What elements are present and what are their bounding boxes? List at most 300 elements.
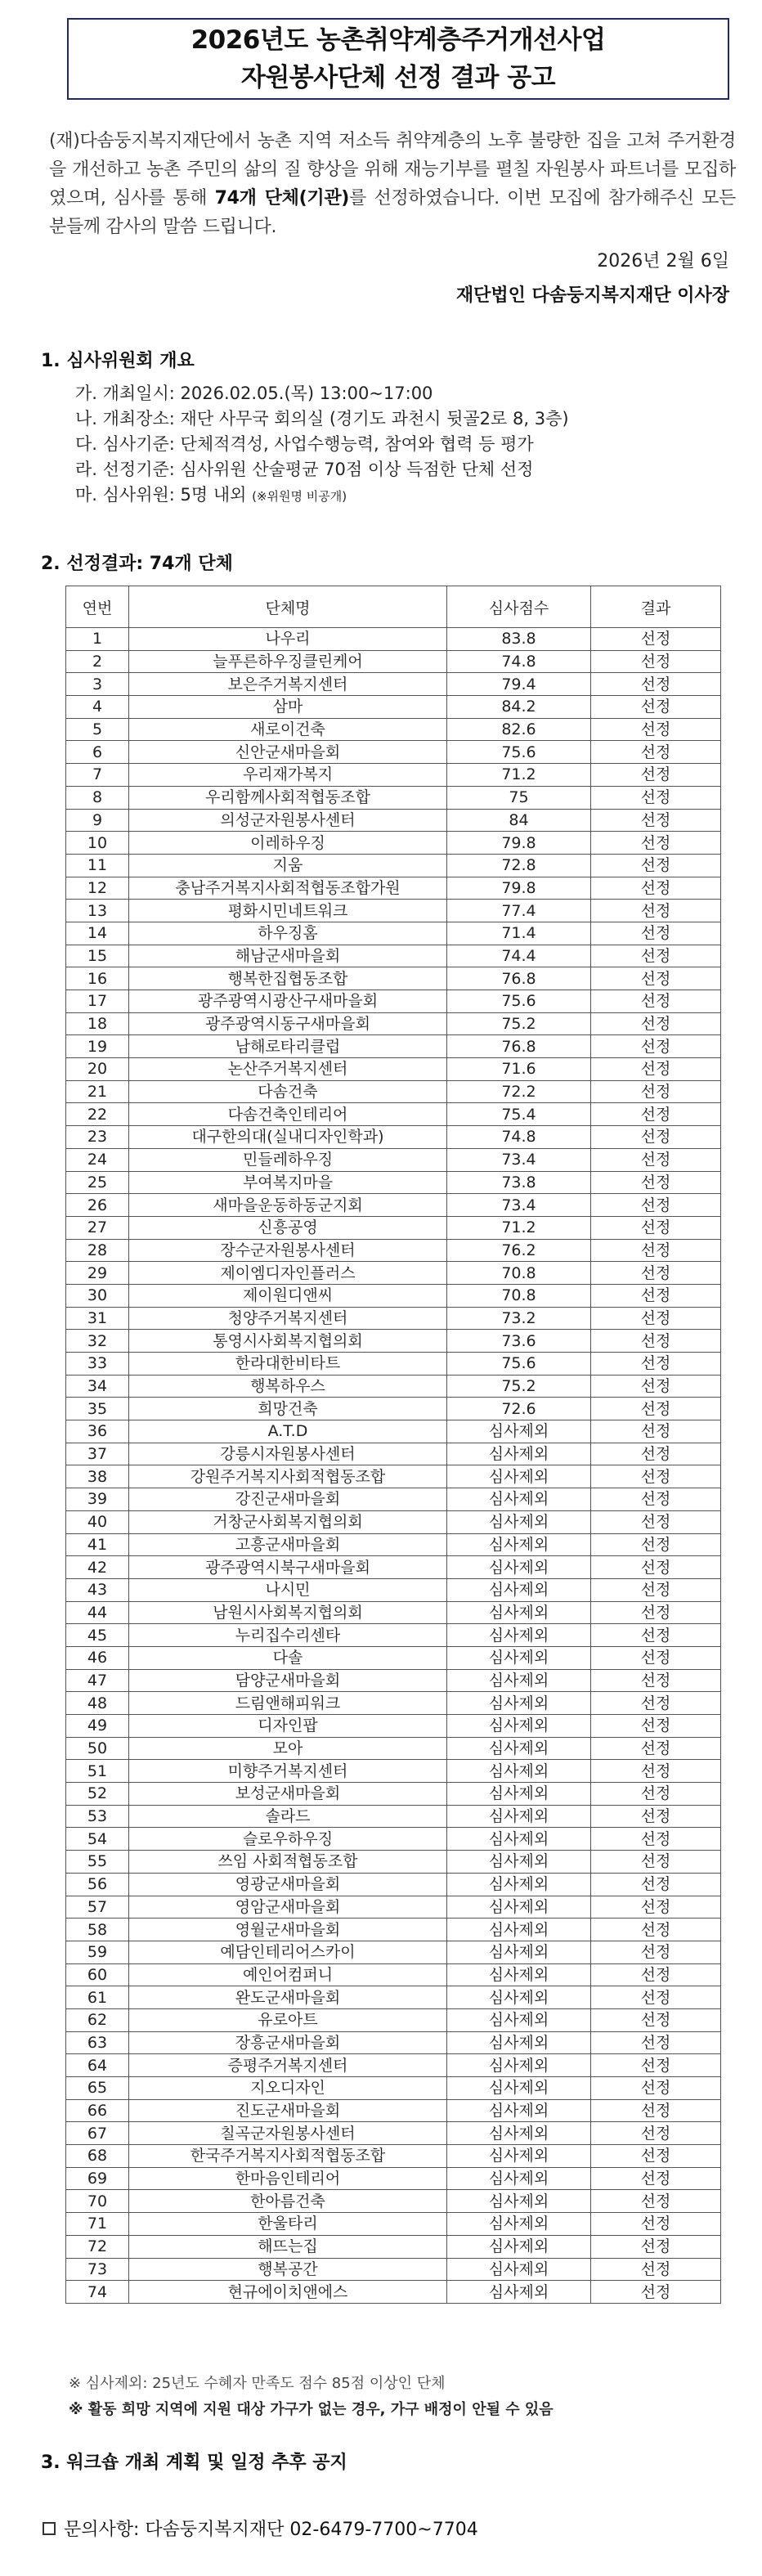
cell-result: 선정 (591, 1510, 721, 1533)
table-row (66, 1443, 721, 1465)
cell-number: 14 (66, 922, 129, 945)
cell-score: 76.2 (447, 1239, 591, 1262)
cell-number: 52 (66, 1783, 129, 1806)
cell-org-name: 행복하우스 (129, 1375, 447, 1398)
cell-org-name: 증평주거복지센터 (129, 2054, 447, 2077)
cell-org-name: 나시민 (129, 1578, 447, 1601)
cell-result: 선정 (591, 1851, 721, 1874)
cell-score: 75.6 (447, 741, 591, 764)
cell-number: 22 (66, 1103, 129, 1126)
cell-number: 45 (66, 1624, 129, 1647)
cell-org-name: 광주광역시북구새마을회 (129, 1556, 447, 1579)
cell-result: 선정 (591, 1375, 721, 1398)
table-row (66, 1012, 721, 1035)
cell-number: 16 (66, 967, 129, 990)
cell-score: 71.2 (447, 764, 591, 787)
table-row (66, 1715, 721, 1738)
table-row (66, 650, 721, 673)
cell-score: 75.6 (447, 1353, 591, 1376)
cell-number: 19 (66, 1035, 129, 1058)
cell-org-name: 광주광역시광산구새마을회 (129, 990, 447, 1013)
cell-number: 34 (66, 1375, 129, 1398)
cell-number: 30 (66, 1284, 129, 1307)
cell-org-name: 제이원디앤씨 (129, 1284, 447, 1307)
table-row (66, 764, 721, 787)
cell-score: 75.2 (447, 1375, 591, 1398)
cell-number: 61 (66, 1986, 129, 2009)
checkbox-square-icon (43, 2522, 56, 2535)
info-row (75, 406, 569, 432)
cell-score: 76.8 (447, 1035, 591, 1058)
cell-result: 선정 (591, 967, 721, 990)
cell-result: 선정 (591, 1216, 721, 1239)
cell-result: 선정 (591, 1126, 721, 1149)
cell-org-name: 삼마 (129, 696, 447, 719)
cell-score: 71.4 (447, 922, 591, 945)
cell-result: 선정 (591, 1783, 721, 1806)
cell-score: 심사제외 (447, 1578, 591, 1601)
cell-result: 선정 (591, 2122, 721, 2145)
table-row (66, 1783, 721, 1806)
table-row (66, 2281, 721, 2304)
cell-result: 선정 (591, 854, 721, 877)
cell-result: 선정 (591, 1148, 721, 1171)
table-row (66, 1986, 721, 2009)
table-row (66, 2145, 721, 2168)
cell-result: 선정 (591, 1760, 721, 1783)
cell-number: 18 (66, 1012, 129, 1035)
cell-org-name: 우리재가복지 (129, 764, 447, 787)
cell-result: 선정 (591, 2258, 721, 2281)
cell-number: 10 (66, 832, 129, 855)
contact-text: 문의사항: 다솜둥지복지재단 02-6479-7700~7704 (64, 2520, 478, 2540)
info-row (75, 457, 569, 482)
cell-org-name: 거창군사회복지협의회 (129, 1510, 447, 1533)
intro-paragraph (49, 127, 736, 241)
cell-number: 48 (66, 1692, 129, 1715)
cell-number: 51 (66, 1760, 129, 1783)
cell-score: 70.8 (447, 1262, 591, 1285)
cell-number: 27 (66, 1216, 129, 1239)
cell-score: 75.2 (447, 1012, 591, 1035)
cell-score: 심사제외 (447, 2235, 591, 2258)
cell-score: 심사제외 (447, 1556, 591, 1579)
cell-score: 70.8 (447, 1284, 591, 1307)
cell-result: 선정 (591, 1669, 721, 1692)
cell-number: 38 (66, 1465, 129, 1488)
table-row (66, 809, 721, 832)
cell-score: 심사제외 (447, 2281, 591, 2304)
cell-number: 46 (66, 1646, 129, 1669)
cell-number: 3 (66, 673, 129, 696)
cell-number: 55 (66, 1851, 129, 1874)
cell-number: 53 (66, 1805, 129, 1828)
table-row (66, 1578, 721, 1601)
cell-org-name: 의성군자원봉사센터 (129, 809, 447, 832)
cell-result: 선정 (591, 2031, 721, 2054)
cell-result: 선정 (591, 2281, 721, 2304)
cell-result: 선정 (591, 1420, 721, 1443)
cell-number: 62 (66, 2008, 129, 2031)
cell-number: 20 (66, 1058, 129, 1081)
cell-org-name: 한마음인테리어 (129, 2167, 447, 2190)
cell-org-name: 장흥군새마을회 (129, 2031, 447, 2054)
cell-score: 84 (447, 809, 591, 832)
cell-org-name: 나우리 (129, 628, 447, 651)
cell-number: 7 (66, 764, 129, 787)
table-row (66, 2008, 721, 2031)
cell-org-name: 쓰임 사회적협동조합 (129, 1851, 447, 1874)
table-row (66, 2190, 721, 2213)
cell-result: 선정 (591, 2054, 721, 2077)
table-row (66, 1828, 721, 1851)
table-row (66, 1556, 721, 1579)
cell-number: 49 (66, 1715, 129, 1738)
cell-score: 심사제외 (447, 2008, 591, 2031)
table-row (66, 1194, 721, 1217)
title-line-1: 2026년도 농촌취약계층주거개선사업 (190, 25, 606, 55)
cell-number: 54 (66, 1828, 129, 1851)
cell-number: 37 (66, 1443, 129, 1465)
table-row (66, 832, 721, 855)
cell-org-name: 신안군새마을회 (129, 741, 447, 764)
cell-org-name: 보성군새마을회 (129, 1783, 447, 1806)
table-row (66, 1420, 721, 1443)
table-row (66, 2122, 721, 2145)
cell-number: 25 (66, 1171, 129, 1194)
header-number: 연번 (66, 586, 129, 628)
table-row (66, 1601, 721, 1624)
cell-number: 47 (66, 1669, 129, 1692)
cell-result: 선정 (591, 1896, 721, 1919)
cell-result: 선정 (591, 1239, 721, 1262)
cell-score: 75 (447, 786, 591, 809)
cell-org-name: 대구한의대(실내디자인학과) (129, 1126, 447, 1149)
cell-org-name: 디자인팝 (129, 1715, 447, 1738)
cell-score: 심사제외 (447, 1760, 591, 1783)
cell-result: 선정 (591, 1986, 721, 2009)
cell-score: 77.4 (447, 900, 591, 922)
cell-number: 21 (66, 1080, 129, 1103)
info-text: 마. 심사위원: 5명 내외 (75, 485, 253, 505)
cell-result: 선정 (591, 1941, 721, 1963)
cell-number: 59 (66, 1941, 129, 1963)
cell-result: 선정 (591, 2077, 721, 2100)
cell-org-name: A.T.D (129, 1420, 447, 1443)
cell-score: 심사제외 (447, 2167, 591, 2190)
table-row (66, 1941, 721, 1963)
cell-result: 선정 (591, 1058, 721, 1081)
table-row (66, 2099, 721, 2122)
cell-org-name: 예담인테리어스카이 (129, 1941, 447, 1963)
header-org-name: 단체명 (129, 586, 447, 628)
info-text: 가. 개최일시: 2026.02.05.(목) 13:00~17:00 (75, 384, 433, 403)
cell-result: 선정 (591, 2099, 721, 2122)
table-row (66, 2213, 721, 2236)
cell-number: 67 (66, 2122, 129, 2145)
cell-score: 심사제외 (447, 1624, 591, 1647)
table-row (66, 696, 721, 719)
cell-org-name: 신흥공영 (129, 1216, 447, 1239)
table-row (66, 2167, 721, 2190)
cell-score: 82.6 (447, 718, 591, 741)
cell-number: 44 (66, 1601, 129, 1624)
cell-score: 심사제외 (447, 1669, 591, 1692)
table-row (66, 900, 721, 922)
header-result: 결과 (591, 586, 721, 628)
cell-org-name: 민들레하우징 (129, 1148, 447, 1171)
cell-org-name: 한울타리 (129, 2213, 447, 2236)
cell-number: 70 (66, 2190, 129, 2213)
cell-result: 선정 (591, 1353, 721, 1376)
table-row (66, 1692, 721, 1715)
info-text: 라. 선정기준: 심사위원 산술평균 70점 이상 득점한 단체 선정 (75, 460, 534, 479)
cell-number: 2 (66, 650, 129, 673)
table-row (66, 1148, 721, 1171)
table-header-row (66, 586, 721, 628)
cell-result: 선정 (591, 1828, 721, 1851)
cell-result: 선정 (591, 650, 721, 673)
cell-result: 선정 (591, 1012, 721, 1035)
cell-result: 선정 (591, 628, 721, 651)
cell-number: 9 (66, 809, 129, 832)
cell-org-name: 장수군자원봉사센터 (129, 1239, 447, 1262)
table-row (66, 945, 721, 967)
cell-score: 72.8 (447, 854, 591, 877)
cell-number: 6 (66, 741, 129, 764)
cell-org-name: 강원주거복지사회적협동조합 (129, 1465, 447, 1488)
cell-number: 1 (66, 628, 129, 651)
cell-score: 73.4 (447, 1148, 591, 1171)
cell-number: 68 (66, 2145, 129, 2168)
cell-result: 선정 (591, 1646, 721, 1669)
cell-result: 선정 (591, 900, 721, 922)
cell-score: 심사제외 (447, 2099, 591, 2122)
cell-org-name: 한국주거복지사회적협동조합 (129, 2145, 447, 2168)
cell-score: 74.4 (447, 945, 591, 967)
table-row (66, 628, 721, 651)
table-row (66, 1919, 721, 1941)
signer: 재단법인 다솜둥지복지재단 이사장 (455, 285, 729, 306)
cell-org-name: 부여복지마을 (129, 1171, 447, 1194)
table-row (66, 877, 721, 900)
section3-heading: 3. 워크숍 개최 계획 및 일정 추후 공지 (41, 2453, 347, 2473)
table-row (66, 1851, 721, 1874)
cell-org-name: 새마을운동하동군지회 (129, 1194, 447, 1217)
cell-org-name: 이레하우징 (129, 832, 447, 855)
cell-number: 60 (66, 1963, 129, 1986)
cell-score: 심사제외 (447, 2258, 591, 2281)
table-row (66, 2077, 721, 2100)
cell-org-name: 청양주거복지센터 (129, 1307, 447, 1330)
cell-result: 선정 (591, 786, 721, 809)
cell-org-name: 슬로우하우징 (129, 1828, 447, 1851)
cell-result: 선정 (591, 1103, 721, 1126)
cell-org-name: 보은주거복지센터 (129, 673, 447, 696)
cell-org-name: 행복한집협동조합 (129, 967, 447, 990)
table-row (66, 967, 721, 990)
cell-score: 심사제외 (447, 1601, 591, 1624)
cell-org-name: 다솜건축인테리어 (129, 1103, 447, 1126)
cell-score: 76.8 (447, 967, 591, 990)
table-row (66, 1465, 721, 1488)
cell-org-name: 지오디자인 (129, 2077, 447, 2100)
cell-score: 심사제외 (447, 1646, 591, 1669)
table-row (66, 854, 721, 877)
cell-score: 심사제외 (447, 1873, 591, 1896)
cell-number: 56 (66, 1873, 129, 1896)
cell-number: 24 (66, 1148, 129, 1171)
info-text: 나. 개최장소: 재단 사무국 회의실 (경기도 과천시 뒷골2로 8, 3층) (75, 409, 569, 429)
table-row (66, 1624, 721, 1647)
cell-org-name: 고흥군새마을회 (129, 1533, 447, 1556)
table-row (66, 1805, 721, 1828)
cell-result: 선정 (591, 1624, 721, 1647)
table-row (66, 718, 721, 741)
cell-org-name: 새로이건축 (129, 718, 447, 741)
cell-result: 선정 (591, 2167, 721, 2190)
cell-result: 선정 (591, 1737, 721, 1760)
cell-result: 선정 (591, 1262, 721, 1285)
cell-score: 심사제외 (447, 1851, 591, 1874)
cell-result: 선정 (591, 1601, 721, 1624)
cell-result: 선정 (591, 1963, 721, 1986)
cell-result: 선정 (591, 809, 721, 832)
cell-org-name: 영월군새마을회 (129, 1919, 447, 1941)
cell-org-name: 행복공간 (129, 2258, 447, 2281)
cell-number: 17 (66, 990, 129, 1013)
cell-score: 심사제외 (447, 1715, 591, 1738)
cell-org-name: 해남군새마을회 (129, 945, 447, 967)
cell-score: 심사제외 (447, 1896, 591, 1919)
section2-heading: 2. 선정결과: 74개 단체 (41, 554, 233, 574)
cell-number: 58 (66, 1919, 129, 1941)
results-table (65, 586, 721, 2304)
table-row (66, 1216, 721, 1239)
cell-number: 28 (66, 1239, 129, 1262)
cell-number: 42 (66, 1556, 129, 1579)
cell-score: 심사제외 (447, 1465, 591, 1488)
table-row (66, 2258, 721, 2281)
cell-result: 선정 (591, 945, 721, 967)
cell-score: 심사제외 (447, 2122, 591, 2145)
committee-info-list (75, 381, 569, 509)
cell-result: 선정 (591, 1715, 721, 1738)
cell-org-name: 제이엠디자인플러스 (129, 1262, 447, 1285)
cell-org-name: 진도군새마을회 (129, 2099, 447, 2122)
cell-result: 선정 (591, 1307, 721, 1330)
cell-org-name: 해뜨는집 (129, 2235, 447, 2258)
cell-score: 83.8 (447, 628, 591, 651)
table-row (66, 1080, 721, 1103)
footnote-assignment: ※ 활동 희망 지역에 지원 대상 가구가 없는 경우, 가구 배정이 안될 수 있음 (69, 2401, 554, 2418)
table-row (66, 1058, 721, 1081)
cell-score: 심사제외 (447, 1941, 591, 1963)
table-row (66, 1669, 721, 1692)
cell-score: 심사제외 (447, 1533, 591, 1556)
cell-result: 선정 (591, 2008, 721, 2031)
table-row (66, 1646, 721, 1669)
cell-score: 73.8 (447, 1171, 591, 1194)
cell-score: 73.4 (447, 1194, 591, 1217)
cell-org-name: 누리집수리센타 (129, 1624, 447, 1647)
section1-heading: 1. 심사위원회 개요 (41, 351, 195, 371)
cell-number: 31 (66, 1307, 129, 1330)
table-row (66, 1510, 721, 1533)
cell-number: 71 (66, 2213, 129, 2236)
cell-score: 심사제외 (447, 1737, 591, 1760)
cell-score: 75.6 (447, 990, 591, 1013)
cell-org-name: 하우징홈 (129, 922, 447, 945)
cell-score: 심사제외 (447, 1510, 591, 1533)
table-row (66, 1760, 721, 1783)
table-row (66, 2054, 721, 2077)
cell-score: 심사제외 (447, 2213, 591, 2236)
cell-number: 50 (66, 1737, 129, 1760)
cell-score: 심사제외 (447, 1828, 591, 1851)
cell-number: 32 (66, 1330, 129, 1353)
cell-score: 72.2 (447, 1080, 591, 1103)
cell-score: 심사제외 (447, 1692, 591, 1715)
table-row (66, 1126, 721, 1149)
cell-org-name: 강릉시자원봉사센터 (129, 1443, 447, 1465)
cell-org-name: 솔라드 (129, 1805, 447, 1828)
cell-result: 선정 (591, 1533, 721, 1556)
cell-number: 41 (66, 1533, 129, 1556)
cell-org-name: 예인어컴퍼니 (129, 1963, 447, 1986)
cell-number: 40 (66, 1510, 129, 1533)
cell-result: 선정 (591, 1171, 721, 1194)
cell-number: 74 (66, 2281, 129, 2304)
announcement-date: 2026년 2월 6일 (597, 251, 729, 272)
cell-score: 심사제외 (447, 2145, 591, 2168)
cell-org-name: 광주광역시동구새마을회 (129, 1012, 447, 1035)
cell-result: 선정 (591, 1556, 721, 1579)
cell-org-name: 드림앤해피워크 (129, 1692, 447, 1715)
title-line-2: 자원봉사단체 선정 결과 공고 (240, 63, 556, 92)
cell-org-name: 현규에이치앤에스 (129, 2281, 447, 2304)
table-row (66, 1533, 721, 1556)
cell-score: 심사제외 (447, 2054, 591, 2077)
info-row (75, 482, 569, 509)
cell-score: 79.8 (447, 832, 591, 855)
cell-org-name: 다솜건축 (129, 1080, 447, 1103)
table-row (66, 1035, 721, 1058)
table-row (66, 1375, 721, 1398)
intro-text-strong: 74개 단체(기관) (214, 188, 350, 209)
table-row (66, 1963, 721, 1986)
table-row (66, 1307, 721, 1330)
cell-score: 심사제외 (447, 1986, 591, 2009)
table-row (66, 990, 721, 1013)
cell-org-name: 늘푸른하우징클린케어 (129, 650, 447, 673)
cell-result: 선정 (591, 1692, 721, 1715)
cell-score: 79.8 (447, 877, 591, 900)
cell-result: 선정 (591, 832, 721, 855)
table-row (66, 741, 721, 764)
cell-org-name: 희망건축 (129, 1398, 447, 1420)
cell-score: 심사제외 (447, 2190, 591, 2213)
cell-result: 선정 (591, 1035, 721, 1058)
intro-text-after: 를 선정하였습니다. 이번 모집에 참가해주신 모든 분들께 감사의 말씀 드립니다. (49, 188, 736, 237)
cell-score: 74.8 (447, 1126, 591, 1149)
cell-result: 선정 (591, 1919, 721, 1941)
cell-number: 13 (66, 900, 129, 922)
cell-org-name: 충남주거복지사회적협동조합가원 (129, 877, 447, 900)
cell-number: 33 (66, 1353, 129, 1376)
cell-score: 심사제외 (447, 2077, 591, 2100)
cell-result: 선정 (591, 2145, 721, 2168)
